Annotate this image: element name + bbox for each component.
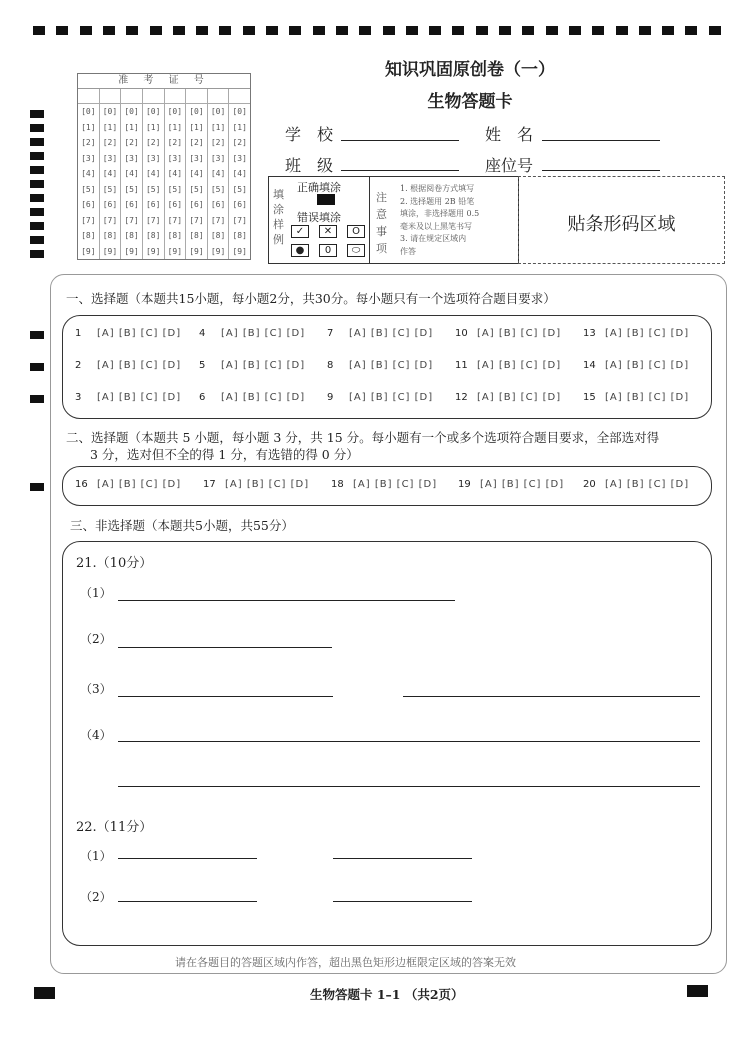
answer-options[interactable]: [A] [B] [C] [D] [97,392,182,403]
answer-options[interactable]: [A] [B] [C] [D] [605,360,690,371]
timing-mark [383,26,395,35]
id-digit-bubble[interactable]: [5] [210,184,226,194]
question-number: 1 [75,328,82,339]
fill-sample-box [268,176,370,264]
id-digit-bubble[interactable]: [8] [145,231,161,240]
q22-part2-label: （2） [80,890,112,904]
question-number: 18 [331,479,344,490]
corner-mark-left [34,987,55,999]
page-number: 生物答题卡 1–1 （共2页） [310,987,464,1002]
id-digit-bubble[interactable]: [5] [81,184,96,194]
id-digit-bubble[interactable]: [5] [232,184,247,194]
answer-options[interactable]: [A] [B] [C] [D] [605,392,690,403]
id-digit-bubble[interactable]: [2] [210,138,226,147]
timing-mark [662,26,674,35]
question-number: 17 [203,479,216,490]
id-digit-column [121,89,143,259]
id-digit-bubble[interactable]: [1] [210,122,226,132]
id-digit-column [229,89,250,259]
q22-part1-line-a[interactable] [118,858,257,859]
id-digit-write-box[interactable] [186,89,207,104]
notes-label: 注意事项 [376,191,387,255]
id-digit-bubble[interactable]: [1] [189,122,204,132]
q21-part2-line[interactable] [118,647,332,648]
name-field[interactable] [542,140,660,141]
timing-mark [685,26,697,35]
seat-label: 座位号 [485,156,534,175]
answer-options[interactable]: [A] [B] [C] [D] [480,479,565,490]
id-digit-bubble[interactable]: [8] [189,231,204,240]
wrong-sample-oval: ⬭ [347,244,365,257]
answer-options[interactable]: [A] [B] [C] [D] [477,360,562,371]
timing-mark [103,26,115,35]
answer-options[interactable]: [A] [B] [C] [D] [349,328,434,339]
question-number: 11 [455,360,468,371]
id-digit-bubble[interactable]: [3] [81,153,96,163]
q21-part4-line-a[interactable] [118,741,700,742]
correct-fill-sample [317,194,335,205]
wrong-fill-label: 错误填涂 [297,211,341,224]
question-number: 20 [583,479,596,490]
answer-options[interactable]: [A] [B] [C] [D] [221,328,306,339]
question-number: 19 [458,479,471,490]
id-digit-write-box[interactable] [78,89,99,104]
footer-note: 请在各题目的答题区域内作答，超出黑色矩形边框限定区域的答案无效 [175,956,516,969]
id-digit-write-box[interactable] [165,89,186,104]
q21-part3-line-a[interactable] [118,696,333,697]
timing-mark [569,26,581,35]
id-digit-column [143,89,165,259]
notes-box [369,176,519,264]
id-digit-bubble[interactable]: [7] [124,215,139,225]
timing-mark [639,26,651,35]
id-digit-bubble[interactable]: [7] [167,215,183,225]
id-digit-bubble[interactable]: [6] [232,200,247,209]
id-digit-bubble[interactable]: [6] [145,200,161,209]
id-digit-bubble[interactable]: [1] [232,122,247,132]
id-digit-column [208,89,230,259]
answer-options[interactable]: [A] [B] [C] [D] [605,328,690,339]
timing-mark [30,363,44,371]
answer-options[interactable]: [A] [B] [C] [D] [477,328,562,339]
question-number: 13 [583,328,596,339]
id-digit-bubble[interactable]: [7] [145,215,161,225]
id-digit-bubble[interactable]: [0] [210,107,226,116]
q22-part1-line-b[interactable] [333,858,472,859]
id-digit-bubble[interactable]: [6] [189,200,204,209]
id-digit-bubble[interactable]: [9] [189,246,204,256]
id-digit-bubble[interactable]: [3] [189,153,204,163]
name-label: 姓 名 [485,125,534,144]
id-digit-bubble[interactable]: [8] [232,231,247,240]
section1-box [62,315,712,419]
id-digit-bubble[interactable]: [9] [232,246,247,256]
id-digit-bubble[interactable]: [0] [124,107,139,116]
corner-mark-right [687,985,708,997]
q22-header: 22.（11分） [76,820,153,835]
wrong-sample-check: ✓ [291,225,309,238]
id-digit-bubble[interactable]: [4] [81,169,96,178]
timing-mark [476,26,488,35]
q21-part4-label: （4） [80,728,112,742]
timing-mark [173,26,185,35]
question-number: 4 [199,328,206,339]
section1-title: 一、选择题（本题共15小题，每小题2分，共30分。每小题只有一个选项符合题目要求） [66,291,556,306]
id-digit-bubble[interactable]: [5] [189,184,204,194]
question-number: 3 [75,392,82,403]
id-digit-bubble[interactable]: [2] [232,138,247,147]
q22-part2-line-b[interactable] [333,901,472,902]
id-digit-bubble[interactable]: [8] [102,231,118,240]
exam-id-label: 准 考 证 号 [78,74,250,89]
exam-title: 知识巩固原创卷（一） [385,60,555,80]
id-digit-bubble[interactable]: [0] [145,107,161,116]
question-number: 2 [75,360,82,371]
answer-options[interactable]: [A] [B] [C] [D] [221,392,306,403]
id-digit-bubble[interactable]: [2] [167,138,183,147]
q21-part4-line-b[interactable] [118,786,700,787]
timing-mark [30,138,44,146]
timing-mark [56,26,68,35]
timing-mark [30,166,44,174]
id-digit-bubble[interactable]: [0] [167,107,183,116]
question-number: 14 [583,360,596,371]
answer-options[interactable]: [A] [B] [C] [D] [221,360,306,371]
id-digit-bubble[interactable]: [6] [210,200,226,209]
id-digit-bubble[interactable]: [3] [232,153,247,163]
seat-field[interactable] [542,170,660,171]
id-digit-bubble[interactable]: [7] [232,215,247,225]
question-number: 6 [199,392,206,403]
answer-options[interactable]: [A] [B] [C] [D] [353,479,438,490]
id-digit-column [165,89,187,259]
timing-mark [452,26,464,35]
timing-mark [313,26,325,35]
q21-part1-line[interactable] [118,600,455,601]
timing-mark [546,26,558,35]
timing-mark [359,26,371,35]
q21-header: 21.（10分） [76,556,153,571]
id-digit-bubble[interactable]: [7] [81,215,96,225]
timing-mark [243,26,255,35]
id-digit-bubble[interactable]: [1] [81,122,96,132]
timing-mark [30,250,44,258]
wrong-sample-dot: ● [291,244,309,257]
id-digit-bubble[interactable]: [2] [189,138,204,147]
timing-mark [30,483,44,491]
id-digit-bubble[interactable]: [8] [81,231,96,240]
question-number: 16 [75,479,88,490]
id-digit-bubble[interactable]: [7] [102,215,118,225]
wrong-sample-cross: ✕ [319,225,337,238]
id-digit-bubble[interactable]: [3] [102,153,118,163]
id-digit-write-box[interactable] [229,89,250,104]
barcode-area [518,176,725,264]
id-digit-bubble[interactable]: [0] [189,107,204,116]
id-digit-write-box[interactable] [143,89,164,104]
id-digit-bubble[interactable]: [4] [124,169,139,178]
question-number: 8 [327,360,334,371]
question-number: 7 [327,328,334,339]
id-digit-bubble[interactable]: [4] [189,169,204,178]
timing-mark [30,180,44,188]
id-digit-column [186,89,208,259]
timing-mark [80,26,92,35]
timing-mark [499,26,511,35]
timing-mark [30,395,44,403]
timing-mark [336,26,348,35]
question-number: 9 [327,392,334,403]
class-field[interactable] [341,170,459,171]
q22-part2-line-a[interactable] [118,901,257,902]
id-digit-bubble[interactable]: [6] [102,200,118,209]
note-line: 3. 请在规定区域内 [400,234,467,243]
section2-title-line1: 二、选择题（本题共 5 小题，每小题 3 分，共 15 分。每小题有一个或多个选项符合题目要求，全部选对得 [66,430,660,445]
class-label: 班 级 [285,156,334,175]
q21-part3-line-b[interactable] [403,696,700,697]
answer-options[interactable]: [A] [B] [C] [D] [477,392,562,403]
correct-fill-label: 正确填涂 [297,181,341,194]
timing-mark [30,331,44,339]
answer-options[interactable]: [A] [B] [C] [D] [349,360,434,371]
id-digit-column [100,89,122,259]
id-digit-write-box[interactable] [208,89,229,104]
id-digit-bubble[interactable]: [4] [167,169,183,178]
timing-mark [33,26,45,35]
timing-mark [30,236,44,244]
note-line: 毫米及以上黑笔书写 [400,221,472,231]
timing-mark [30,208,44,216]
answer-options[interactable]: [A] [B] [C] [D] [97,328,182,339]
id-digit-bubble[interactable]: [4] [232,169,247,178]
id-digit-bubble[interactable]: [0] [102,107,118,116]
q21-part2-label: （2） [80,632,112,646]
id-digit-bubble[interactable]: [9] [81,246,96,256]
id-digit-bubble[interactable]: [7] [210,215,226,225]
section3-box [62,541,712,946]
id-digit-bubble[interactable]: [3] [124,153,139,163]
timing-mark [30,124,44,132]
timing-mark [30,222,44,230]
timing-mark [429,26,441,35]
id-digit-bubble[interactable]: [2] [145,138,161,147]
id-digit-bubble[interactable]: [9] [210,246,226,256]
id-digit-bubble[interactable]: [3] [167,153,183,163]
id-digit-bubble[interactable]: [1] [124,122,139,132]
answer-options[interactable]: [A] [B] [C] [D] [97,479,182,490]
id-digit-bubble[interactable]: [5] [145,184,161,194]
answer-options[interactable]: [A] [B] [C] [D] [225,479,310,490]
wrong-sample-zero: 0 [319,244,337,257]
q21-part1-label: （1） [80,586,112,600]
fill-sample-label: 填涂样例 [273,188,284,246]
note-line: 2. 选择题用 2B 铅笔 [400,196,475,206]
timing-mark [30,152,44,160]
wrong-sample-circle: O [347,225,365,238]
note-line: 作答 [400,246,416,256]
id-digit-bubble[interactable]: [5] [102,184,118,194]
id-digit-bubble[interactable]: [9] [102,246,118,256]
id-digit-bubble[interactable]: [9] [124,246,139,256]
question-number: 12 [455,392,468,403]
timing-mark [30,194,44,202]
id-digit-column [78,89,100,259]
question-number: 15 [583,392,596,403]
note-line: 1. 根据阅卷方式填写 [400,184,475,193]
id-digit-bubble[interactable]: [8] [124,231,139,240]
id-digit-bubble[interactable]: [8] [210,231,226,240]
id-digit-bubble[interactable]: [1] [167,122,183,132]
timing-mark [219,26,231,35]
id-digit-bubble[interactable]: [5] [124,184,139,194]
id-digit-bubble[interactable]: [6] [81,200,96,209]
timing-mark [592,26,604,35]
id-digit-bubble[interactable]: [6] [124,200,139,209]
question-number: 5 [199,360,206,371]
exam-id-grid [77,73,251,260]
id-digit-bubble[interactable]: [9] [145,246,161,256]
timing-mark [126,26,138,35]
id-digit-bubble[interactable]: [5] [167,184,183,194]
answer-options[interactable]: [A] [B] [C] [D] [97,360,182,371]
timing-mark [289,26,301,35]
timing-mark [522,26,534,35]
id-digit-bubble[interactable]: [1] [145,122,161,132]
timing-mark [266,26,278,35]
timing-mark [196,26,208,35]
id-digit-bubble[interactable]: [2] [124,138,139,147]
id-digit-write-box[interactable] [121,89,142,104]
note-line: 填涂，非选择题用 0.5 [400,209,480,218]
id-digit-bubble[interactable]: [8] [167,231,183,240]
id-digit-bubble[interactable]: [4] [210,169,226,178]
q21-part3-label: （3） [80,682,112,696]
id-digit-bubble[interactable]: [4] [102,169,118,178]
section2-box [62,466,712,506]
id-digit-bubble[interactable]: [3] [145,153,161,163]
notes-text [400,183,479,258]
id-digit-bubble[interactable]: [0] [81,107,96,116]
question-number: 10 [455,328,468,339]
barcode-label: 贴条形码区域 [567,214,676,235]
id-digit-bubble[interactable]: [1] [102,122,118,132]
answer-options[interactable]: [A] [B] [C] [D] [605,479,690,490]
id-digit-bubble[interactable]: [3] [210,153,226,163]
id-digit-bubble[interactable]: [2] [102,138,118,147]
id-digit-bubble[interactable]: [7] [189,215,204,225]
id-digit-bubble[interactable]: [2] [81,138,96,147]
school-field[interactable] [341,140,459,141]
section2-title-line2: 3 分，选对但不全的得 1 分，有选错的得 0 分） [90,447,359,462]
card-title: 生物答题卡 [427,92,513,112]
q22-part1-label: （1） [80,849,112,863]
id-digit-bubble[interactable]: [0] [232,107,247,116]
section3-title: 三、非选择题（本题共5小题，共55分） [70,518,294,533]
id-digit-bubble[interactable]: [9] [167,246,183,256]
id-digit-write-box[interactable] [100,89,121,104]
timing-mark [150,26,162,35]
timing-mark [406,26,418,35]
timing-mark [709,26,721,35]
timing-mark [616,26,628,35]
id-digit-bubble[interactable]: [6] [167,200,183,209]
id-digit-bubble[interactable]: [4] [145,169,161,178]
school-label: 学 校 [285,125,334,144]
answer-options[interactable]: [A] [B] [C] [D] [349,392,434,403]
